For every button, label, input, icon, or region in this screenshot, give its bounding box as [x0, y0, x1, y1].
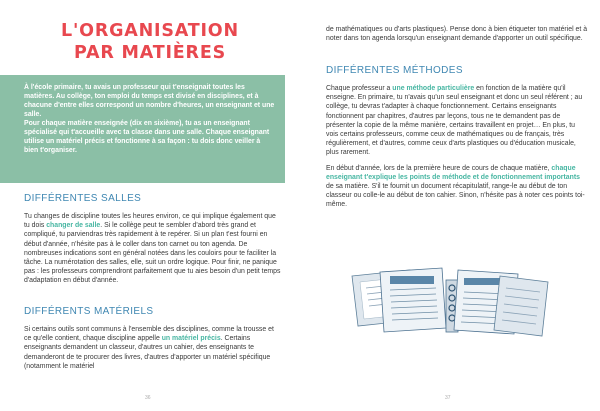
- intro-paragraph-1: À l'école primaire, tu avais un professeur qui t'enseignait toutes les matières. Au collège, ton emploi du temps est divisé en disciplines, et à chacune d'entre elles correspond un nombre d'heures, un enseignant et une salle.: [24, 84, 275, 118]
- continuation-paragraph: de mathématiques ou d'arts plastiques). Pense donc à bien étiqueter ton matériel et à noter dans ton agenda lorsqu'un enseignant demande d'apporter un outil spécifique.: [326, 26, 588, 43]
- methodes-paragraph-1: Chaque professeur a une méthode particulière en fonction de la matière qu'il enseigne. En primaire, tu n'avais qu'un seul enseignant et donc un seul référent ; au collège, tu devras t'adapter à chaque fonctionnement. Certains enseignants fonctionnent par chapitres, d'autres par leçons, tous ne te demandent pas de présenter la copie de la même manière, certains travaillent en projet… En plus, tu vois certains professeurs, comme ceux de mathématiques ou de français, très régulièrement, et d'autres, comme ceux d'arts plastiques ou d'éducation musicale, plus rarement.: [326, 85, 583, 157]
- page-number-left: 36: [145, 395, 151, 401]
- continuation-text: [326, 25, 588, 43]
- materiels-text: [24, 325, 282, 371]
- heading-methodes: DIFFÉRENTES MÉTHODES: [326, 65, 463, 76]
- materiels-paragraph: Si certains outils sont communs à l'ensemble des disciplines, comme la trousse et ce qu'elle contient, chaque discipline appelle un matériel précis. Certains enseignants demandent un classeur, d'autres un cahier, des enseignants te demanderont de te procurer des livres, d'autres d'apporter un matériel spécifique (notamment le matériel: [24, 326, 274, 370]
- highlight-changer-de-salle: changer de salle: [46, 222, 101, 230]
- title-line-2: PAR MATIÈRES: [74, 43, 226, 63]
- page-number-right: 37: [445, 395, 451, 401]
- heading-materiels: DIFFÉRENTS MATÉRIELS: [24, 306, 154, 317]
- salles-text: [24, 212, 282, 286]
- intro-paragraph-2: Pour chaque matière enseignée (dix en sixième), tu as un enseignant spécialisé qui t'accueille avec ta classe dans une salle. Chaque enseignant utilise un matériel précis et fonctionne à sa façon : tu dois donc veiller à bien t'organiser.: [24, 120, 270, 154]
- highlight-materiel-precis: un matériel précis: [161, 335, 221, 343]
- sheet-left-front: [380, 268, 446, 332]
- right-page: [300, 0, 600, 411]
- intro-box: [0, 75, 285, 183]
- heading-salles: DIFFÉRENTES SALLES: [24, 193, 142, 204]
- highlight-points-de-methode: chaque enseignant t'explique les points de méthode et de fonctionnement importants: [326, 164, 580, 181]
- page-title: [20, 20, 280, 64]
- highlight-methode-particuliere: une méthode particulière: [392, 85, 475, 92]
- methodes-paragraph-2: En début d'année, lors de la première heure de cours de chaque matière, chaque enseignant t'explique les points de méthode et de fonctionnement importants de sa matière. S'il te fournit un document récapitulatif, range-le au début de ton classeur ou colle-le au début de ton cahier. Sinon, n'hésite pas à noter ces points toi-même.: [326, 164, 585, 209]
- sheet-right-back: [494, 276, 548, 336]
- salles-paragraph: Tu changes de discipline toutes les heures environ, ce qui implique également que tu dois changer de salle. Si le collège peut te sembler d'abord très grand et compliqué, tu parviendras très rapidement à te repérer. Si un plan t'est fourni en début d'année, n'hésite pas à le coller dans ton carnet ou ton agenda. De nombreuses indications sont en général notées dans les couloirs pour te faciliter la tâche. La numérotation des salles, elle, suit un ordre logique. Pour finir, ne panique pas : les professeurs comprendront parfaitement que tu aies besoin d'un petit temps d'adaptation en début d'année.: [24, 213, 281, 285]
- title-line-1: L'ORGANISATION: [61, 21, 239, 41]
- methodes-text: [326, 84, 588, 210]
- binder-illustration: [350, 262, 550, 342]
